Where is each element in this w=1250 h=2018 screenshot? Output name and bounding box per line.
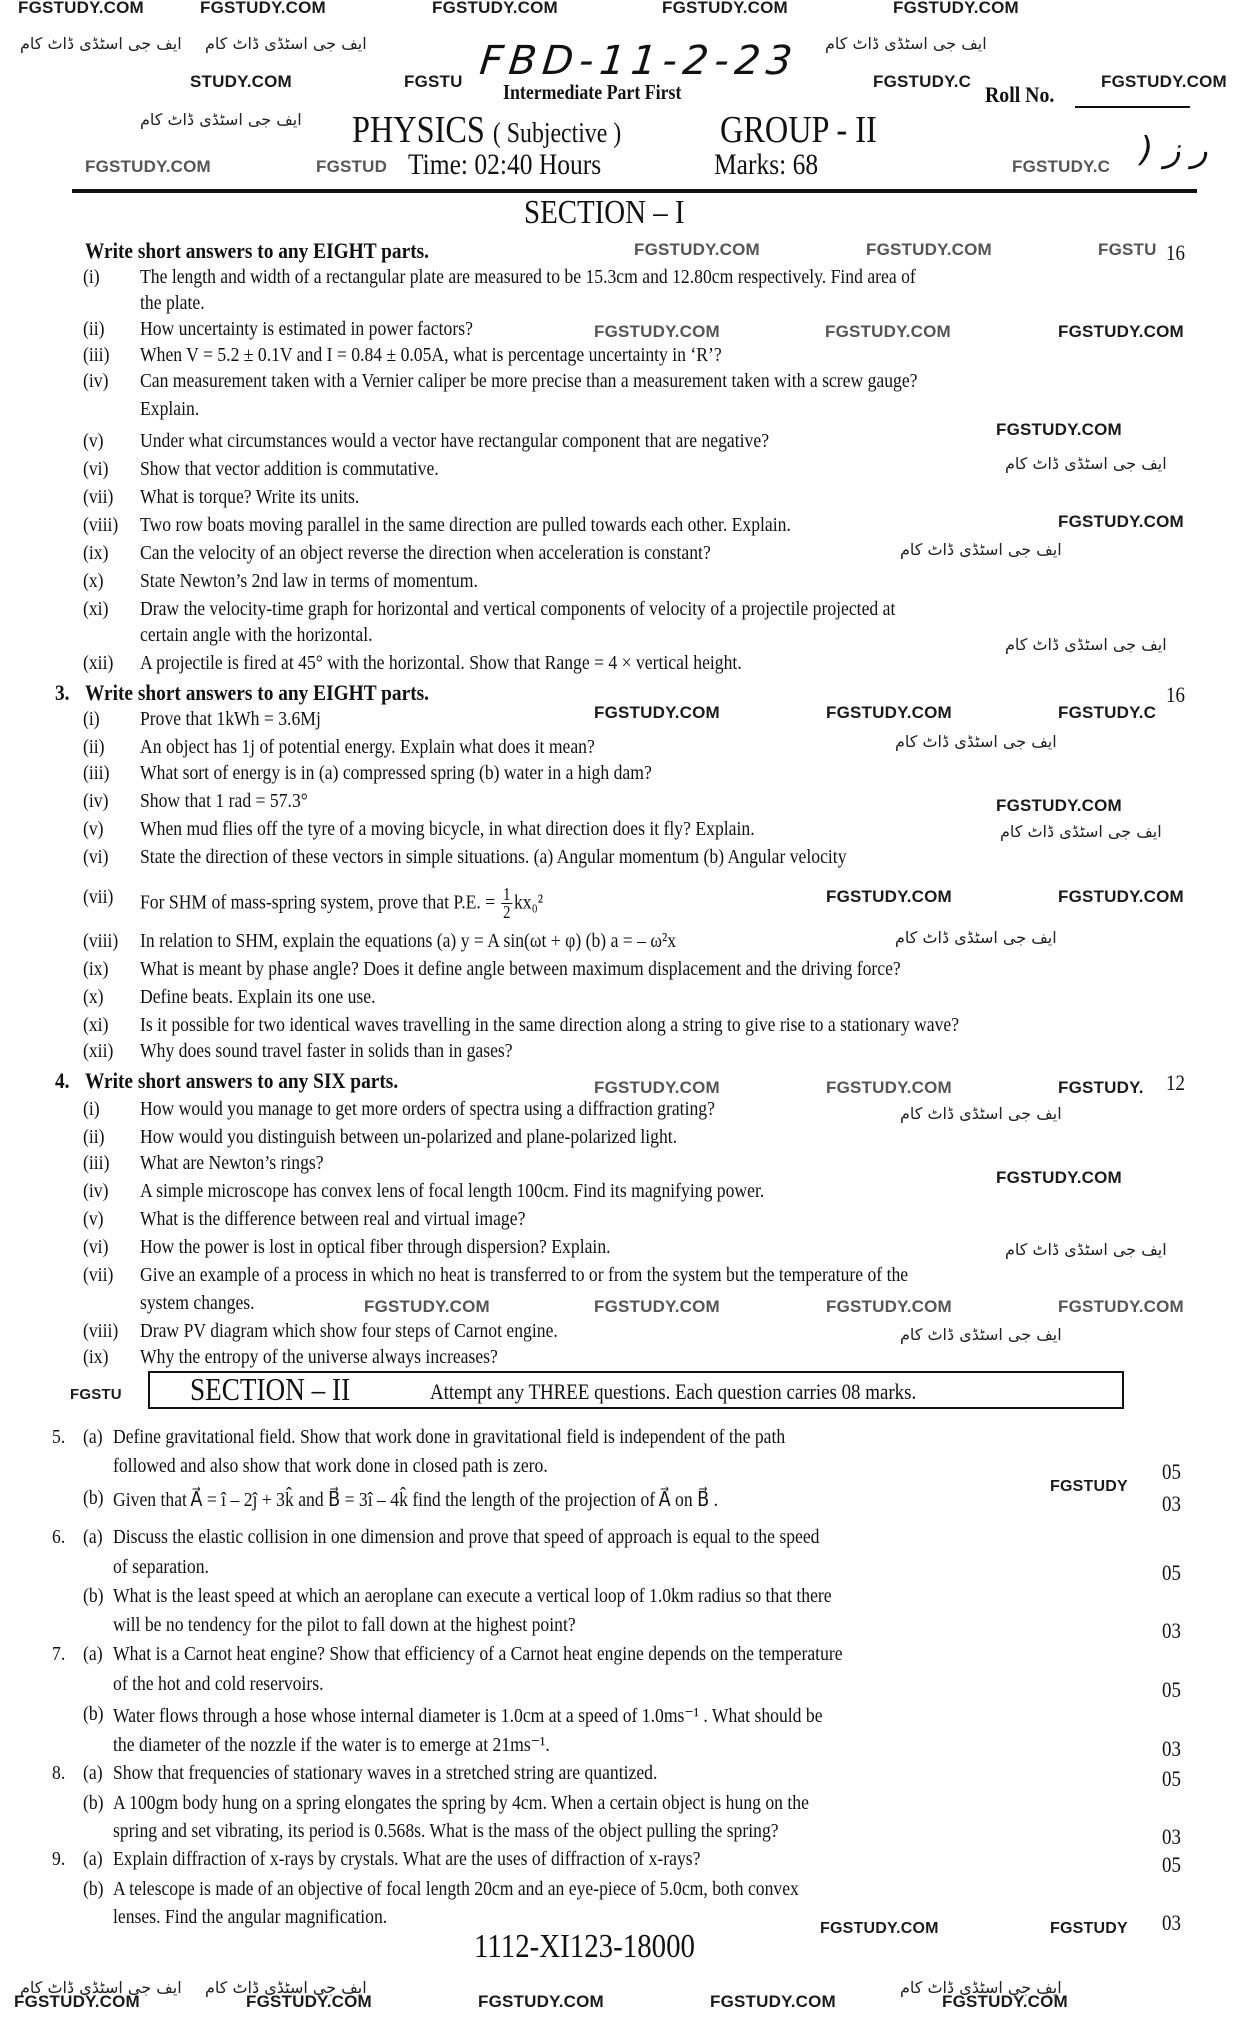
watermark: STUDY.COM <box>190 72 292 91</box>
part-text-main: How uncertainty is estimated in power factors? <box>140 318 473 340</box>
part-label: (b) <box>83 1878 104 1900</box>
part-label: (ix) <box>83 958 109 980</box>
part-text-main: Show that 1 rad = 57.3° <box>140 790 308 812</box>
part-text-main: What is meant by phase angle? Does it define angle between maximum displacement and the driving force? <box>140 958 901 980</box>
watermark: FGSTUDY.COM <box>1058 322 1184 341</box>
part-label: (iv) <box>83 790 109 812</box>
part-marks: 03 <box>1162 1824 1181 1849</box>
part-label: (v) <box>83 1208 104 1230</box>
watermark: FGSTUDY.COM <box>246 1992 372 2011</box>
watermark: FGSTUDY.COM <box>710 1992 836 2011</box>
watermark: FGSTUDY.COM <box>478 1992 604 2011</box>
subject-name: PHYSICS <box>352 109 485 151</box>
part-text <box>140 598 895 621</box>
urdu-watermark: ایف جی اسٹڈی ڈاٹ کام <box>1000 822 1162 841</box>
question-number: 5. <box>52 1426 66 1448</box>
urdu-watermark: ایف جی اسٹڈی ڈاٹ کام <box>1005 1240 1167 1259</box>
watermark: FGSTUDY.COM <box>662 0 788 17</box>
part-label: (a) <box>83 1426 103 1448</box>
exam-level: Intermediate Part First <box>503 80 682 104</box>
watermark: FGSTUDY.COM <box>893 0 1019 17</box>
part-text <box>140 1098 715 1121</box>
part-label: (ix) <box>83 1346 109 1368</box>
part-label: (x) <box>83 986 104 1008</box>
part-text-continued: of separation. <box>113 1556 209 1578</box>
part-label: (ii) <box>83 736 105 758</box>
part-marks: 03 <box>1162 1910 1181 1935</box>
part-label: (ii) <box>83 1126 105 1148</box>
watermark: FGSTUDY.COM <box>996 420 1122 439</box>
exam-time: Time: 02:40 Hours <box>408 148 602 181</box>
part-text-main: In relation to SHM, explain the equations (a) y = A sin(ωt + φ) (b) a = – ω²x <box>140 930 677 952</box>
part-label: (vi) <box>83 846 109 868</box>
part-label: (viii) <box>83 930 119 952</box>
part-text <box>140 886 543 922</box>
handwritten-date-code: FBD-11-2-23 <box>477 38 801 84</box>
part-text <box>140 930 676 953</box>
part-text <box>140 846 847 869</box>
watermark: FGSTUDY.COM <box>1058 887 1184 906</box>
part-label: (viii) <box>83 1320 119 1342</box>
part-label: (b) <box>83 1792 104 1814</box>
urdu-watermark: ایف جی اسٹڈی ڈاٹ کام <box>900 540 1062 559</box>
watermark: FGSTUDY <box>1050 1478 1128 1495</box>
part-text-main: How would you manage to get more orders of spectra using a diffraction grating? <box>140 1098 715 1120</box>
urdu-watermark: ایف جی اسٹڈی ڈاٹ کام <box>900 1978 1062 1997</box>
part-text <box>140 986 375 1009</box>
part-text: Explain diffraction of x-rays by crystals. What are the uses of diffraction of x-rays? <box>113 1848 701 1870</box>
part-text-continued: the diameter of the nozzle if the water is to emerge at 21ms⁻¹. <box>113 1734 550 1756</box>
part-label: (xi) <box>83 1014 109 1036</box>
part-text <box>140 762 652 785</box>
section-1-title: SECTION – I <box>524 194 685 231</box>
part-label: (i) <box>83 708 100 730</box>
question-heading: Write short answers to any EIGHT parts. <box>85 238 430 263</box>
part-text-main: How the power is lost in optical fiber through dispersion? Explain. <box>140 1236 611 1258</box>
exam-marks: Marks: 68 <box>714 148 819 181</box>
paper-code: 1112-XI123-18000 <box>474 1928 695 1965</box>
urdu-watermark: ایف جی اسٹڈی ڈاٹ کام <box>1005 635 1167 654</box>
question-number: 7. <box>52 1643 66 1665</box>
watermark: FGSTUDY.COM <box>866 240 992 259</box>
handwritten-mark: ) ر ز <box>1140 130 1208 170</box>
part-text <box>140 818 755 841</box>
section-2-instruction: Attempt any THREE questions. Each question carries 08 marks. <box>430 1379 917 1404</box>
part-marks: 03 <box>1162 1491 1181 1516</box>
watermark: FGSTUDY.COM <box>826 1297 952 1316</box>
watermark: FGSTU <box>70 1386 122 1403</box>
watermark: FGSTUDY.C <box>1012 157 1111 176</box>
part-text-main: Two row boats moving parallel in the same direction are pulled towards each other. Explain. <box>140 514 791 536</box>
part-text-main: Define beats. Explain its one use. <box>140 986 376 1008</box>
question-number: 4. <box>55 1068 70 1093</box>
part-text <box>140 1040 513 1063</box>
part-text-main: Can the velocity of an object reverse the direction when acceleration is constant? <box>140 542 711 564</box>
part-text-main: The length and width of a rectangular plate are measured to be 15.3cm and 12.80cm respectively. Find area of <box>140 266 916 288</box>
part-text-main: Show that vector addition is commutative. <box>140 458 439 480</box>
watermark: FGSTUDY.COM <box>996 796 1122 815</box>
part-text <box>140 652 742 675</box>
part-label: (a) <box>83 1526 103 1548</box>
part-text-main: Prove that 1kWh = 3.6Mj <box>140 708 321 730</box>
watermark: FGSTUDY.COM <box>942 1992 1068 2011</box>
part-text <box>140 1014 959 1037</box>
part-text-main: Under what circumstances would a vector have rectangular component that are negative? <box>140 430 770 452</box>
part-text: What is the least speed at which an aeroplane can execute a vertical loop of 1.0km radius so that there <box>113 1585 832 1607</box>
watermark: FGSTUDY.COM <box>594 322 720 341</box>
watermark: FGSTUDY.COM <box>1101 72 1227 91</box>
part-text <box>140 344 722 367</box>
urdu-watermark: ایف جی اسٹڈی ڈاٹ کام <box>205 34 367 53</box>
part-label: (vii) <box>83 486 114 508</box>
part-label: (xi) <box>83 598 109 620</box>
part-text: Given that A⃗ = î – 2ĵ + 3k̂ and B⃗ = 3î – 4k̂ find the length of the projection of A⃗ on B⃗ . <box>113 1489 719 1511</box>
part-label: (i) <box>83 266 100 288</box>
roll-no-field-line <box>1075 106 1190 108</box>
watermark: FGSTUDY.COM <box>826 703 952 722</box>
part-text <box>140 958 901 981</box>
watermark: FGSTUDY.C <box>1058 703 1157 722</box>
part-text-main: When mud flies off the tyre of a moving bicycle, in what direction does it fly? Explain. <box>140 818 755 840</box>
part-text <box>140 570 478 593</box>
watermark: FGSTU <box>404 72 463 91</box>
part-text <box>140 370 918 393</box>
part-text-main: For SHM of mass-spring system, prove that P.E. = <box>140 891 500 914</box>
part-text-continued: of the hot and cold reservoirs. <box>113 1673 324 1695</box>
watermark: FGSTUDY.COM <box>826 1078 952 1097</box>
part-text <box>140 318 473 341</box>
group-label: GROUP - II <box>720 109 877 151</box>
part-marks: 05 <box>1162 1766 1181 1791</box>
part-text-main: Why does sound travel faster in solids than in gases? <box>140 1040 513 1062</box>
part-text-continued: will be no tendency for the pilot to fall down at the highest point? <box>113 1614 576 1636</box>
watermark: FGSTUDY.COM <box>825 322 951 341</box>
part-text <box>140 1126 677 1149</box>
watermark: FGSTUDY.COM <box>826 887 952 906</box>
part-label: (i) <box>83 1098 100 1120</box>
part-label: (a) <box>83 1762 103 1784</box>
part-label: (viii) <box>83 514 119 536</box>
part-text-main: How would you distinguish between un-polarized and plane-polarized light. <box>140 1126 678 1148</box>
part-marks: 05 <box>1162 1677 1181 1702</box>
part-label: (iv) <box>83 370 109 392</box>
part-label: (xii) <box>83 1040 114 1062</box>
question-marks: 12 <box>1166 1070 1185 1095</box>
fraction-numerator: 1 <box>503 884 511 904</box>
part-marks: 05 <box>1162 1852 1181 1877</box>
watermark: FGSTUDY.COM <box>18 0 144 17</box>
section-2-header-box <box>148 1371 1124 1409</box>
part-text-main: What sort of energy is in (a) compressed spring (b) water in a high dam? <box>140 762 652 784</box>
watermark: FGSTUDY.COM <box>200 0 326 17</box>
part-text <box>140 1320 558 1343</box>
part-text <box>140 708 321 731</box>
urdu-watermark: ایف جی اسٹڈی ڈاٹ کام <box>20 1978 182 1997</box>
part-text <box>140 1236 611 1259</box>
part-text-main: Give an example of a process in which no heat is transferred to or from the system but the temperature of the <box>140 1264 909 1286</box>
part-text: Discuss the elastic collision in one dimension and prove that speed of approach is equal to the speed <box>113 1526 820 1548</box>
part-text: A 100gm body hung on a spring elongates the spring by 4cm. When a certain object is hung on the <box>113 1792 809 1814</box>
watermark: FGSTUDY.COM <box>1058 512 1184 531</box>
watermark: FGSTUDY.C <box>873 72 972 91</box>
watermark: FGSTUDY. <box>1058 1078 1144 1097</box>
subject-title <box>352 108 621 152</box>
question-heading: Write short answers to any SIX parts. <box>85 1068 399 1093</box>
part-label: (iii) <box>83 1152 110 1174</box>
part-text-continued: certain angle with the horizontal. <box>140 624 373 646</box>
formula-tail: kx₀² <box>513 891 544 914</box>
fraction <box>501 886 512 922</box>
watermark: FGSTUDY.COM <box>634 240 760 259</box>
part-text <box>140 1264 908 1287</box>
part-text-main: Can measurement taken with a Vernier caliper be more precise than a measurement taken with a screw gauge? <box>140 370 918 392</box>
part-text-main: Why the entropy of the universe always increases? <box>140 1346 498 1368</box>
part-text <box>140 1152 324 1175</box>
urdu-watermark: ایف جی اسٹڈی ڈاٹ کام <box>1005 454 1167 473</box>
part-marks: 05 <box>1162 1560 1181 1585</box>
urdu-watermark: ایف جی اسٹڈی ڈاٹ کام <box>140 110 302 129</box>
watermark: FGSTUDY.COM <box>364 1297 490 1316</box>
question-marks: 16 <box>1166 240 1185 265</box>
part-label: (iv) <box>83 1180 109 1202</box>
question-marks: 16 <box>1166 682 1185 707</box>
watermark: FGSTUDY.COM <box>594 1297 720 1316</box>
part-text-main: What is torque? Write its units. <box>140 486 360 508</box>
part-text-main: What are Newton’s rings? <box>140 1152 324 1174</box>
part-text-main: Draw PV diagram which show four steps of Carnot engine. <box>140 1320 558 1342</box>
fraction-denominator: 2 <box>503 902 511 923</box>
watermark: FGSTU <box>1098 240 1157 259</box>
watermark: FGSTUD <box>316 157 388 176</box>
question-heading: Write short answers to any EIGHT parts. <box>85 680 430 705</box>
part-text-continued: followed and also show that work done in closed path is zero. <box>113 1455 548 1477</box>
part-label: (x) <box>83 570 104 592</box>
watermark: FGSTUDY.COM <box>996 1168 1122 1187</box>
watermark: FGSTUDY <box>1050 1920 1128 1937</box>
part-text <box>140 1346 498 1369</box>
part-label: (xii) <box>83 652 114 674</box>
part-label: (v) <box>83 430 104 452</box>
part-label: (b) <box>83 1585 104 1607</box>
part-text-main: Is it possible for two identical waves travelling in the same direction along a string to give rise to a stationary wave? <box>140 1014 960 1036</box>
part-text <box>140 430 769 453</box>
question-number: 3. <box>55 680 70 705</box>
urdu-watermark: ایف جی اسٹڈی ڈاٹ کام <box>895 928 1057 947</box>
question-number: 8. <box>52 1762 66 1784</box>
watermark: FGSTUDY.COM <box>432 0 558 17</box>
part-label: (vii) <box>83 1264 114 1286</box>
urdu-watermark: ایف جی اسٹڈی ڈاٹ کام <box>900 1325 1062 1344</box>
part-label: (v) <box>83 818 104 840</box>
urdu-watermark: ایف جی اسٹڈی ڈاٹ کام <box>895 732 1057 751</box>
question-number: 9. <box>52 1848 66 1870</box>
part-label: (vii) <box>83 886 114 908</box>
part-text <box>140 1180 764 1203</box>
urdu-watermark: ایف جی اسٹڈی ڈاٹ کام <box>900 1104 1062 1123</box>
header-divider <box>72 189 1197 193</box>
watermark: FGSTUDY.COM <box>1058 1297 1184 1316</box>
roll-no-label: Roll No. <box>985 82 1055 107</box>
part-text: Show that frequencies of stationary waves in a stretched string are quantized. <box>113 1762 658 1784</box>
question-number: 6. <box>52 1526 66 1548</box>
part-label: (b) <box>83 1487 104 1509</box>
urdu-watermark: ایف جی اسٹڈی ڈاٹ کام <box>825 34 987 53</box>
part-text-continued: Explain. <box>140 398 200 420</box>
part-text-continued: spring and set vibrating, its period is 0.568s. What is the mass of the object pulling the spring? <box>113 1820 779 1842</box>
watermark: FGSTUDY.COM <box>14 1992 140 2011</box>
part-text-main: State Newton’s 2nd law in terms of momentum. <box>140 570 478 592</box>
part-text-main: When V = 5.2 ± 0.1V and I = 0.84 ± 0.05A, what is percentage uncertainty in ‘R’? <box>140 344 722 366</box>
part-text-main: What is the difference between real and virtual image? <box>140 1208 526 1230</box>
part-label: (ii) <box>83 318 105 340</box>
watermark: FGSTUDY.COM <box>594 703 720 722</box>
part-text-main: State the direction of these vectors in simple situations. (a) Angular momentum (b) Angular velocity <box>140 846 847 868</box>
part-text-continued: system changes. <box>140 1292 255 1314</box>
part-label: (b) <box>83 1703 104 1725</box>
part-text-main: An object has 1j of potential energy. Explain what does it mean? <box>140 736 595 758</box>
part-label: (a) <box>83 1848 103 1870</box>
part-label: (vi) <box>83 458 109 480</box>
part-marks: 03 <box>1162 1736 1181 1761</box>
part-label: (a) <box>83 1643 103 1665</box>
part-text-main: A projectile is fired at 45° with the horizontal. Show that Range = 4 × vertical height. <box>140 652 742 674</box>
part-text: What is a Carnot heat engine? Show that efficiency of a Carnot heat engine depends on the temperature <box>113 1643 843 1665</box>
section-2-title: SECTION – II <box>190 1371 351 1407</box>
part-text <box>140 458 439 481</box>
part-text <box>140 486 359 509</box>
part-text-main: A simple microscope has convex lens of focal length 100cm. Find its magnifying power. <box>140 1180 765 1202</box>
part-text-main: Draw the velocity-time graph for horizontal and vertical components of velocity of a projectile projected at <box>140 598 896 620</box>
watermark: FGSTUDY.COM <box>594 1078 720 1097</box>
part-text <box>140 1208 525 1231</box>
watermark: FGSTUDY.COM <box>820 1920 939 1937</box>
part-text-continued: lenses. Find the angular magnification. <box>113 1906 388 1928</box>
part-marks: 03 <box>1162 1618 1181 1643</box>
part-text <box>140 736 595 759</box>
part-text <box>140 790 308 813</box>
part-label: (iii) <box>83 762 110 784</box>
part-text <box>140 542 711 565</box>
part-text <box>140 514 791 537</box>
part-text: Define gravitational field. Show that work done in gravitational field is independent of the path <box>113 1426 786 1448</box>
part-text: Water flows through a hose whose internal diameter is 1.0cm at a speed of 1.0ms⁻¹ . What should be <box>113 1705 823 1727</box>
part-label: (vi) <box>83 1236 109 1258</box>
urdu-watermark: ایف جی اسٹڈی ڈاٹ کام <box>20 34 182 53</box>
part-marks: 05 <box>1162 1459 1181 1484</box>
paper-type: ( Subjective ) <box>492 118 622 149</box>
watermark: FGSTUDY.COM <box>85 157 211 176</box>
part-label: (ix) <box>83 542 109 564</box>
urdu-watermark: ایف جی اسٹڈی ڈاٹ کام <box>205 1978 367 1997</box>
part-text: A telescope is made of an objective of focal length 20cm and an eye-piece of 5.0cm, both convex <box>113 1878 799 1900</box>
part-label: (iii) <box>83 344 110 366</box>
part-text <box>140 266 916 289</box>
part-text-continued: the plate. <box>140 292 205 314</box>
